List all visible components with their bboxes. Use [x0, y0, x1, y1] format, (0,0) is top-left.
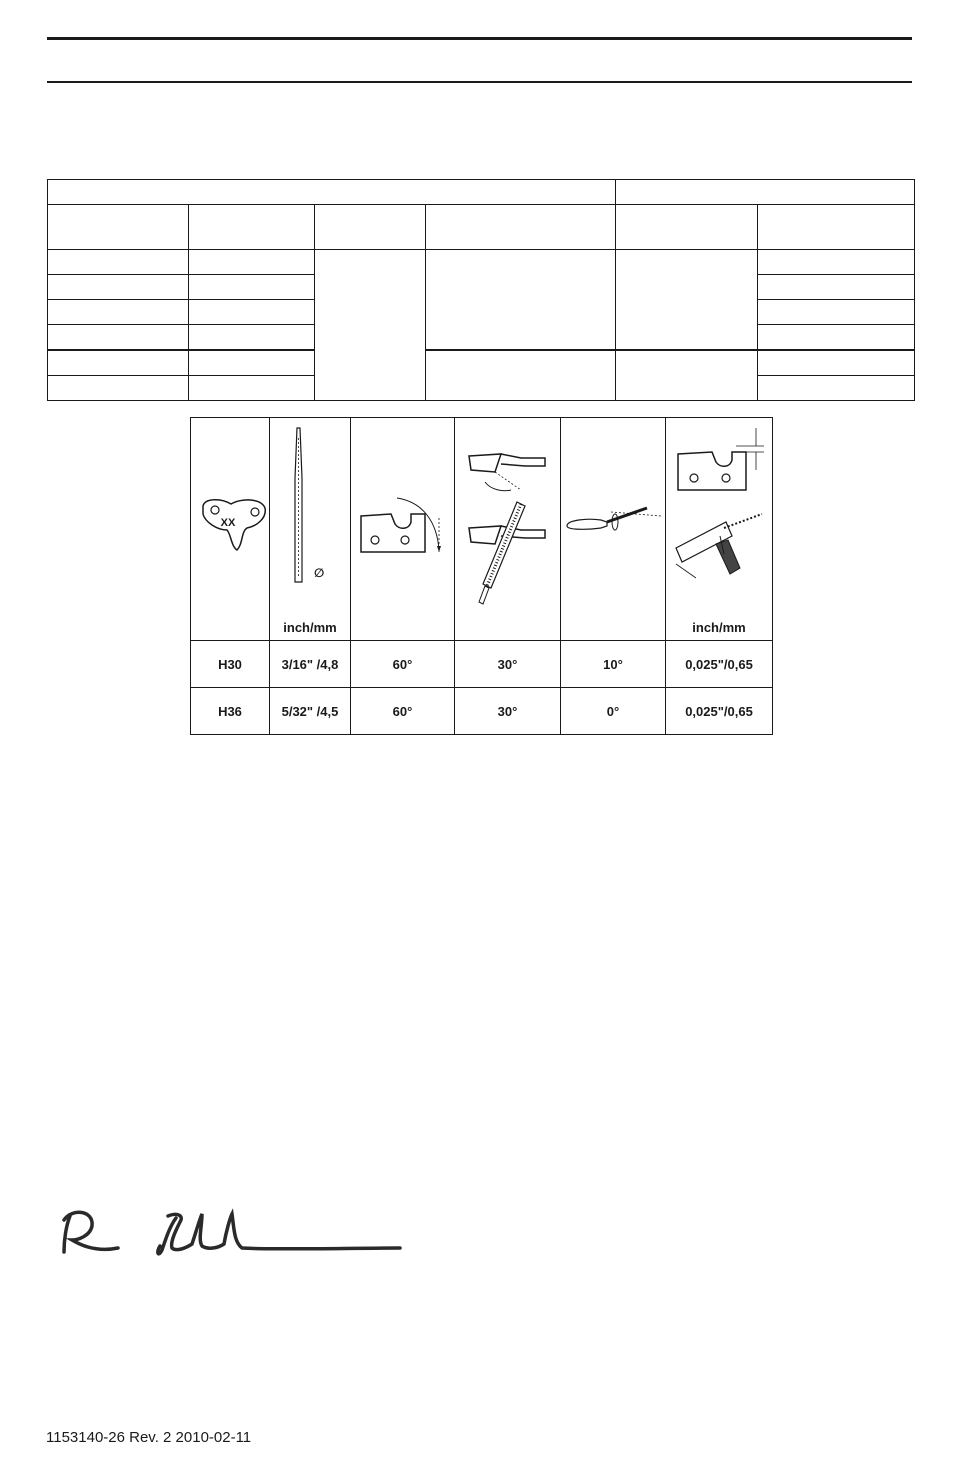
table-cell [315, 250, 426, 401]
table-cell [48, 325, 189, 351]
chain-model-cell: H30 [191, 641, 270, 688]
cutter-marking-icon [191, 418, 270, 640]
table-cell [616, 350, 758, 401]
file-holder-angle-icon [561, 418, 666, 640]
hook-angle-cell: 0° [561, 688, 666, 735]
table-header-cell [48, 205, 189, 250]
xx-label: XX [220, 517, 236, 529]
table-cell [48, 250, 189, 275]
side-plate-angle-icon [455, 418, 561, 640]
table-cell [189, 350, 315, 376]
table-header-cell [758, 205, 915, 250]
table-header-cell [315, 205, 426, 250]
table-cell [189, 300, 315, 325]
header-rule-bottom [47, 81, 912, 83]
table-header-cell [616, 205, 758, 250]
top-plate-angle-icon [351, 418, 455, 640]
depth-unit-label: inch/mm [692, 620, 746, 635]
table-cell [189, 275, 315, 300]
diameter-symbol: ∅ [314, 566, 325, 580]
table-cell [758, 275, 915, 300]
table-cell [48, 376, 189, 401]
table-cell [189, 250, 315, 275]
table-cell [48, 350, 189, 376]
top-plate-angle-cell: 60° [351, 641, 455, 688]
table-cell [48, 275, 189, 300]
table-row [191, 688, 773, 735]
depth-angle-illustration-cell [561, 418, 666, 641]
sharpening-table [190, 417, 773, 735]
chain-marking-illustration-cell [191, 418, 270, 641]
file-unit-label: inch/mm [283, 620, 337, 635]
table-cell [189, 325, 315, 351]
document-number: 1153140-26 Rev. 2 2010-02-11 [46, 1429, 252, 1446]
depth-gauge-illustration-cell [666, 418, 773, 641]
round-file-icon [270, 418, 351, 640]
file-size-cell: 5/32" /4,5 [270, 688, 351, 735]
signature [58, 1200, 408, 1270]
table-row [191, 641, 773, 688]
table-header-cell [426, 205, 616, 250]
table-cell [758, 325, 915, 351]
depth-gauge-icon [666, 418, 773, 640]
table-cell [48, 300, 189, 325]
table-cell [189, 376, 315, 401]
table-group-header [616, 180, 915, 205]
depth-gauge-cell: 0,025"/0,65 [666, 641, 773, 688]
table-cell [426, 350, 616, 401]
hook-angle-cell: 10° [561, 641, 666, 688]
table-group-header [48, 180, 616, 205]
table-cell [426, 250, 616, 351]
table-header-cell [189, 205, 315, 250]
chain-model-cell: H36 [191, 688, 270, 735]
header-rule-top [47, 37, 912, 40]
side-plate-angle-illustration-cell [455, 418, 561, 641]
table-cell [758, 350, 915, 376]
top-plate-angle-cell: 60° [351, 688, 455, 735]
table-cell [616, 250, 758, 351]
table-cell [758, 376, 915, 401]
side-plate-angle-cell: 30° [455, 641, 561, 688]
round-file-illustration-cell [270, 418, 351, 641]
depth-gauge-cell: 0,025"/0,65 [666, 688, 773, 735]
table-cell [758, 300, 915, 325]
top-plate-angle-illustration-cell [351, 418, 455, 641]
side-plate-angle-cell: 30° [455, 688, 561, 735]
file-size-cell: 3/16" /4,8 [270, 641, 351, 688]
bar-chain-combination-table [47, 179, 915, 401]
table-cell [758, 250, 915, 275]
